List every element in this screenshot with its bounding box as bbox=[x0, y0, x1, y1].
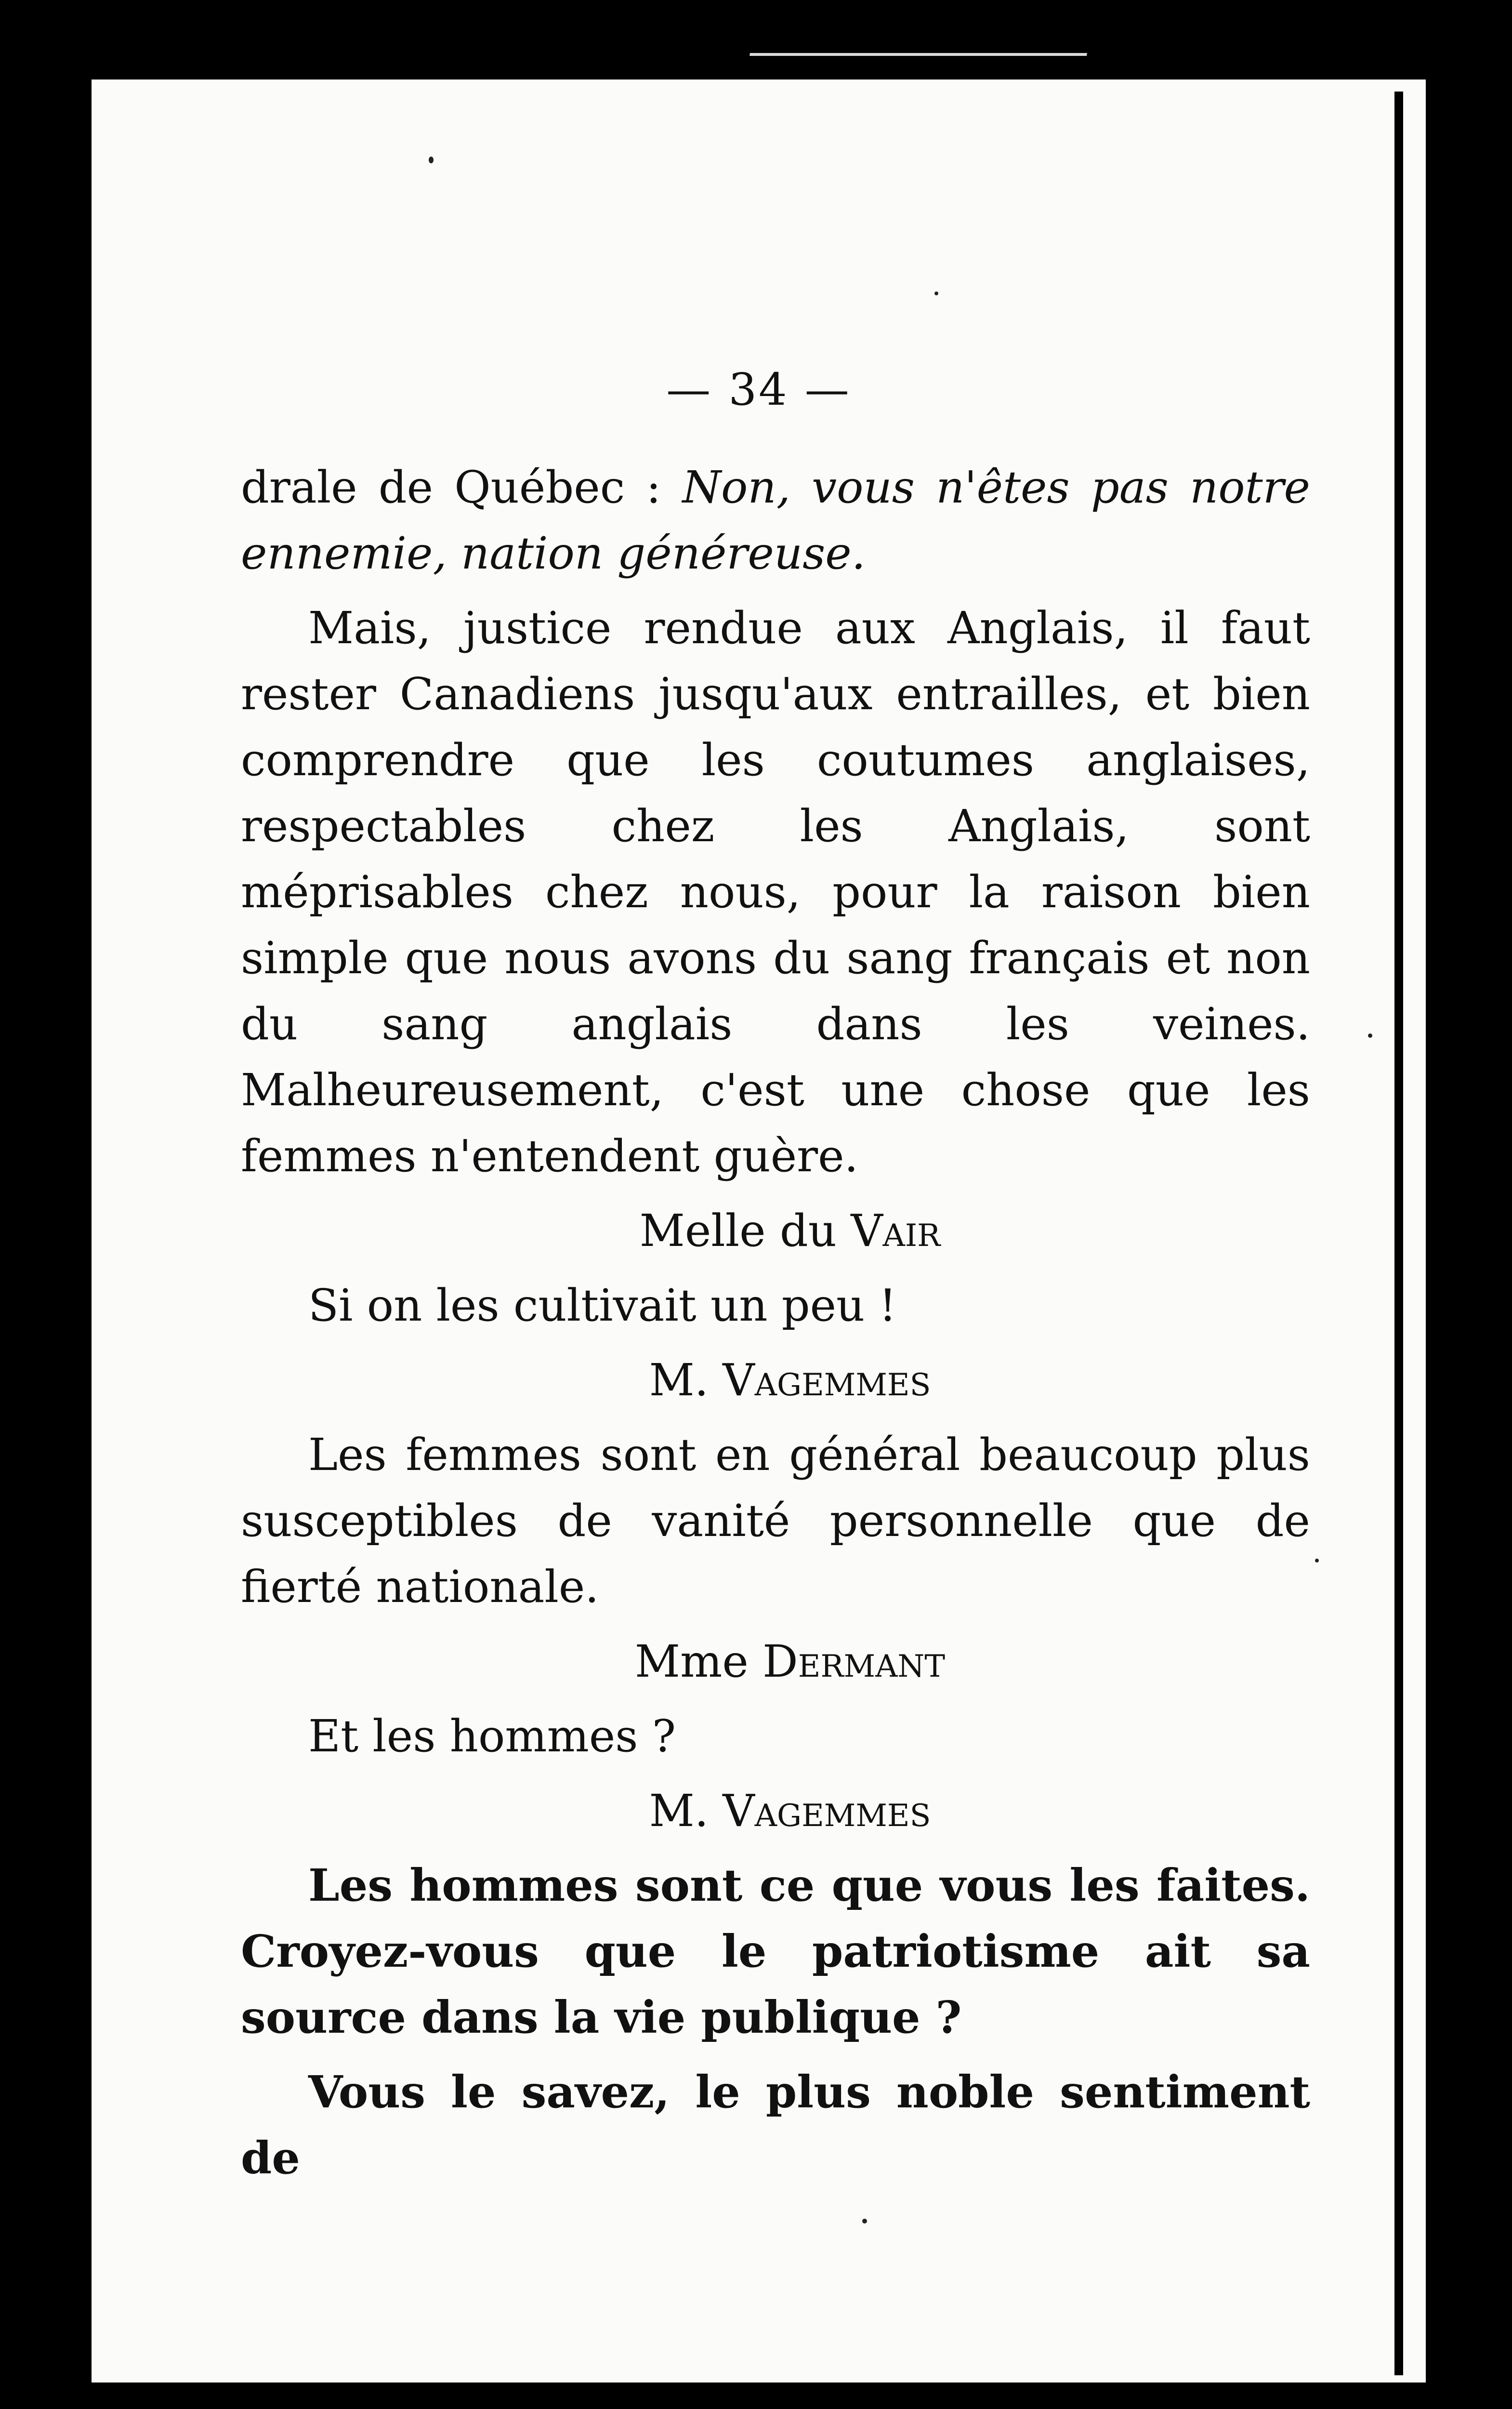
print-speck bbox=[1368, 1033, 1372, 1038]
page-text bbox=[241, 446, 1310, 2191]
paragraph-text: drale de Québec : bbox=[241, 462, 683, 513]
scan-top-tab bbox=[749, 29, 1091, 56]
speaker-title: M. bbox=[649, 1354, 723, 1406]
paragraph bbox=[241, 1272, 1310, 1338]
speaker-name: Vagemmes bbox=[723, 1354, 931, 1406]
speaker-title: M. bbox=[649, 1785, 723, 1837]
speaker-heading bbox=[241, 1628, 1310, 1694]
quoted-italic-text: Non, vous n'êtes pas notre ennemie, nation généreuse. bbox=[241, 462, 1310, 579]
speaker-title: Mme bbox=[634, 1636, 763, 1687]
paragraph bbox=[241, 1422, 1310, 1620]
paragraph-text: Mais, justice rendue aux Anglais, il faut rester Canadiens jusqu'aux entrailles, et bien comprendre que les coutumes anglaises, respectables chez les Anglais, sont méprisables chez nous, pour la raison bien simple que nous avons du sang français et non du sang anglais dans les veines. Malheureusement, c'est une chose que les femmes n'entendent guère. bbox=[241, 602, 1310, 1182]
scan-edge bbox=[1394, 92, 1403, 2375]
speaker-name: Vair bbox=[851, 1205, 941, 1257]
speaker-heading bbox=[241, 1347, 1310, 1413]
book-page bbox=[92, 79, 1426, 2383]
paragraph bbox=[241, 2059, 1310, 2191]
paragraph-text: Vous le savez, le plus noble sentiment de bbox=[241, 2066, 1310, 2184]
paragraph bbox=[241, 1703, 1310, 1769]
paragraph-text: Les hommes sont ce que vous les faites. Croyez-vous que le patriotisme ait sa source dans la vie publique ? bbox=[241, 1859, 1310, 2043]
speaker-heading bbox=[241, 1778, 1310, 1844]
paragraph bbox=[241, 595, 1310, 1189]
speaker-heading bbox=[241, 1198, 1310, 1264]
page-number: — 34 — bbox=[666, 364, 851, 415]
paragraph bbox=[241, 454, 1310, 586]
speaker-name: Dermant bbox=[763, 1636, 946, 1687]
speaker-name: Vagemmes bbox=[723, 1785, 931, 1837]
paragraph-text: Si on les cultivait un peu ! bbox=[308, 1280, 897, 1331]
print-speck bbox=[1315, 1559, 1319, 1562]
paragraph-text: Et les hommes ? bbox=[308, 1710, 676, 1762]
print-speck bbox=[934, 291, 938, 295]
print-speck bbox=[429, 157, 434, 163]
print-speck bbox=[862, 2219, 867, 2224]
paragraph bbox=[241, 1853, 1310, 2051]
speaker-title: Melle du bbox=[639, 1205, 851, 1257]
paragraph-text: Les femmes sont en général beaucoup plus susceptibles de vanité personnelle que de fierté nationale. bbox=[241, 1429, 1310, 1613]
